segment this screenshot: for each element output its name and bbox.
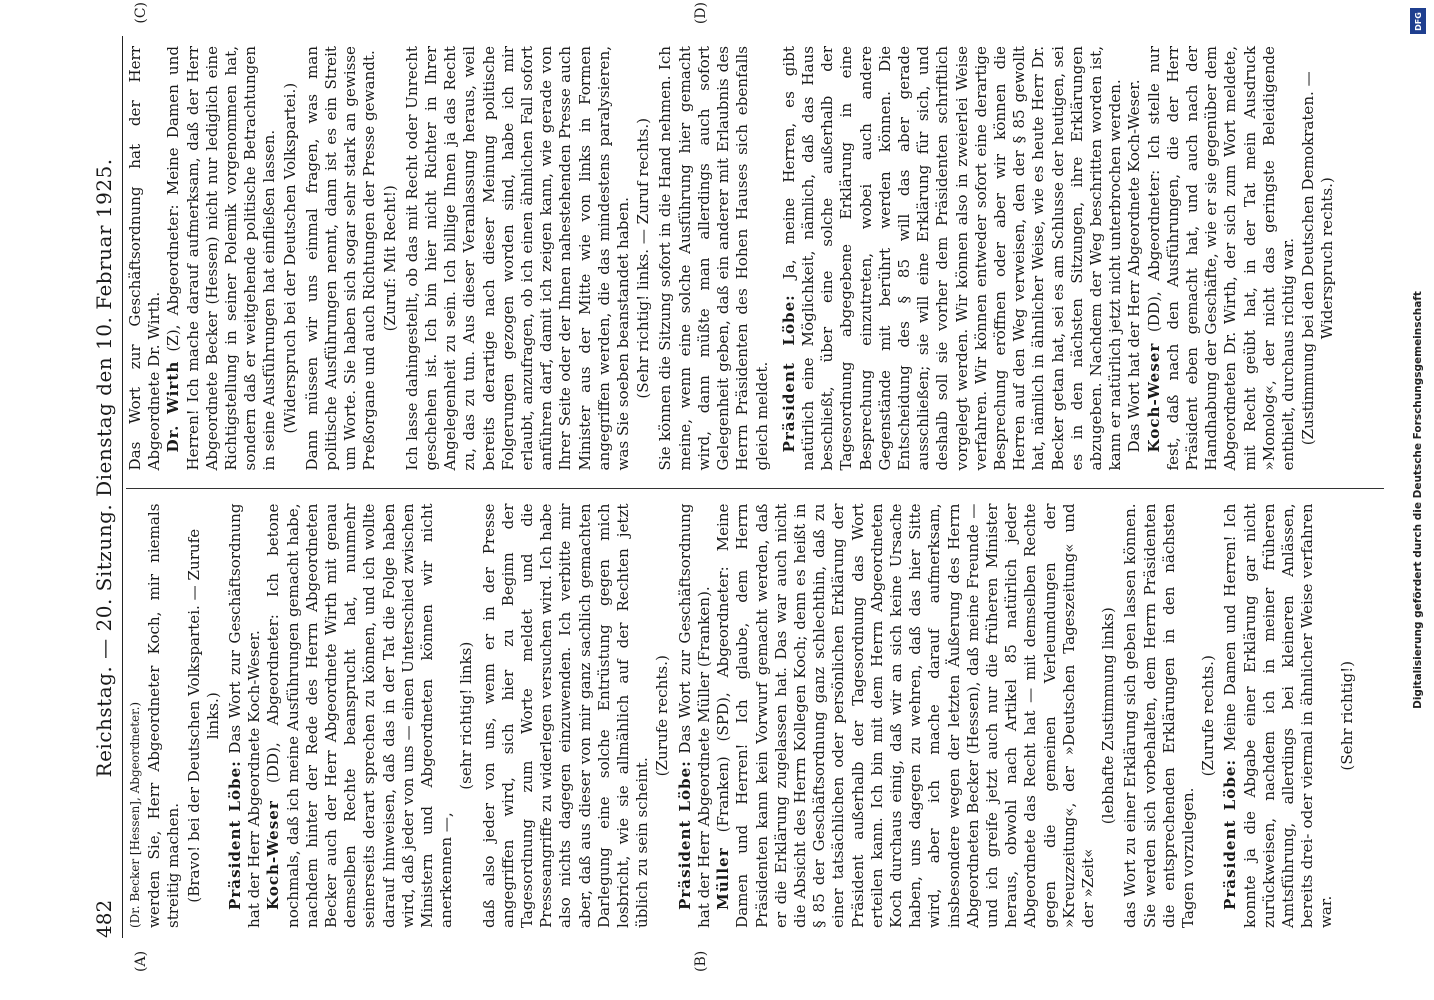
text-paragraph: Ich lasse dahingestellt, ob das mit Recht oder Unrecht geschehen ist. Ich bin hier nicht Richter in Ihrer Angelegenheit zu sein. Ich billige Ihnen ja das Recht zu, das zu tun. Aus dieser Veranlassung heraus, weil bereits derartige nach dieser Meinung politische Folgerungen gezogen worden sind, habe ich mir erlaubt, anzufragen, ob ich einen ähnlichen Fall sofort anführen darf, damit ich zeigen kann, wie gerade von Ihrer Seite oder der Ihnen nahestehenden Presse auch Minister aus der Mitte wie von links in Formen angegriffen werden, die das mindestens paralysieren, was Sie soeben beanstandet haben.	[402, 46, 633, 471]
speech-paragraph	[164, 46, 279, 471]
interjection: (lebhafte Zustimmung links)	[1099, 607, 1118, 825]
speaker-name: Präsident Löbe:	[1221, 758, 1240, 910]
page-header	[76, 36, 123, 938]
text-paragraph: (Dr. Becker [Hessen], Abgeordneter.)	[128, 701, 142, 928]
margin-marker-c: (C)	[133, 2, 149, 24]
speech-paragraph	[676, 504, 714, 929]
speech-paragraph	[1221, 504, 1336, 929]
text-paragraph: Das Wort zur Geschäftsordnung hat der Herr Abgeordnete Dr. Wirth.	[126, 46, 164, 471]
speech-text: (DD), Abgeordneter: Ich betone nochmals, daß ich meine Ausführungen gemacht habe, nachdem hinter der Rede des Herrn Abgeordneten Becker auch der Herr Abgeordnete Wirth mit genau demselben Rechte beansprucht hat, nunmehr seinerseits derart sprechen zu können, und ich wollte darauf hinweisen, daß das in der Tat die Folge haben wird, daß jeder von uns — einen Unterschied zwischen Ministern und Abgeordneten können wir nicht anerkennen —,	[264, 503, 456, 928]
speech-text: Meine Damen und Herren! Ich konnte ja die Abgabe einer Erklärung gar nicht zurückweisen, nachdem ich in meiner früheren Amtsführung, allerdings bei kleineren Anlässen, bereits drei- oder viermal in ähnlicher Weise verfahren war.	[1221, 503, 1336, 928]
interjection: (Sehr richtig!)	[1337, 660, 1356, 771]
page-title: Reichstag. — 20. Sitzung. Dienstag den 10. Februar 1925.	[92, 158, 116, 778]
interjection: (Zuruf: Mit Recht!)	[380, 185, 399, 332]
text-paragraph: Dann müssen wir uns einmal fragen, was man politische Ausführungen nennt, dann ist es ein Streit um Worte. Sie haben sich sogar sehr stark an gewisse Preßorgane und auch Richtungen der Presse gewandt.	[302, 46, 379, 471]
right-column	[126, 2, 1384, 489]
speech-paragraph	[780, 46, 1126, 471]
dfg-logo: DFG	[1410, 8, 1426, 34]
interjection: (Zurufe rechts.)	[653, 655, 672, 777]
rotated-document-page	[8, 0, 1398, 1000]
speech-paragraph	[1145, 46, 1299, 471]
speaker-name: Müller	[714, 847, 733, 910]
speech-paragraph	[226, 504, 264, 929]
speaker-name: Präsident Löbe:	[226, 760, 245, 910]
speech-paragraph	[264, 504, 456, 929]
speech-text: (DD), Abgeordneter: Ich stelle nur fest, daß nach den Ausführungen, die der Herr Präsident eben gemacht hat, und auch nach der Handhabung der Geschäfte, wie er sie gegenüber dem Abgeordneten Dr. Wirth, der sich zum Wort meldete, mit Recht geübt hat, in der Tat mein Ausdruck »Monolog«, der nicht das geringste Beleidigende enthielt, durchaus richtig war.	[1144, 46, 1297, 471]
speaker-name: Dr. Wirth	[164, 360, 183, 453]
text-paragraph: Sie können die Sitzung sofort in die Hand nehmen. Ich meine, wenn eine solche Ausführung hier gemacht wird, dann müßte man allerdings auch sofort Gelegenheit geben, daß ein anderer mit Erlaubnis des Herrn Präsidenten des Hohen Hauses sich ebenfalls gleich meldet.	[656, 46, 771, 471]
text-paragraph: das Wort zu einer Erklärung sich geben lassen können. Sie werden sich vorbehalten, dem Herrn Präsidenten die entsprechenden Erklärungen in den nächsten Tagen vorzulegen.	[1121, 503, 1197, 928]
speaker-name: Präsident Löbe:	[779, 294, 798, 453]
interjection: (Sehr richtig! links. — Zuruf rechts.)	[634, 117, 653, 399]
speech-text: Ja, meine Herren, es gibt natürlich eine Möglichkeit, nämlich, daß das Haus beschließt, über eine solche außerhalb der Tagesordnung abgegebene Erklärung in eine Besprechung einzutreten, wobei auch andere Gegenstände mit berührt werden können. Die Entscheidung des § 85 will das aber gerade ausschließen; sie will eine Erklärung für sich, und deshalb soll sie vorher dem Präsidenten schriftlich vorgelegt werden. Wir können also in zweierlei Weise verfahren. Wir können entweder sofort eine derartige Besprechung eröffnen oder aber wir können die Herren auf den Weg verweisen, den der § 85 gewollt hat, nämlich in ähnlicher Weise, wie es heute Herr Dr. Becker getan hat, sei es am Schlusse der heutigen, sei es in den nächsten Sitzungen, ihre Erklärungen abzugeben. Nachdem der Weg beschritten worden ist, kann er natürlich jetzt nicht unterbrochen werden.	[779, 46, 1125, 471]
interjection: (sehr richtig! links)	[457, 641, 476, 790]
digitization-note: Digitalisierung gefördert durch die Deutsche Forschungsgemeinschaft	[1412, 291, 1424, 709]
margin-marker-d: (D)	[693, 2, 709, 25]
speaker-name: Koch-Weser	[1144, 342, 1163, 453]
left-column	[126, 489, 1384, 972]
text-columns	[126, 2, 1384, 972]
interjection: (Widerspruch bei der Deutschen Volkspartei.)	[280, 82, 299, 434]
speech-text: Das Wort zur Geschäftsordnung hat der Herr Abgeordnete Koch-Weser.	[226, 503, 264, 928]
interjection: (Zustimmung bei den Deutschen Demokraten. — Widerspruch rechts.)	[1299, 71, 1337, 446]
page-number: 482	[92, 899, 116, 938]
text-paragraph: werden Sie, Herr Abgeordneter Koch, mir niemals streitig machen.	[145, 503, 183, 928]
interjection: (Bravo! bei der Deutschen Volkspartei. — Zurufe links.)	[184, 528, 222, 903]
paragraph-gap	[772, 46, 780, 471]
speech-text: (Z), Abgeordneter: Meine Damen und Herren! Ich mache darauf aufmerksam, daß der Herr Abgeordnete Becker (Hessen) nicht nur lediglich eine Richtigstellung in seiner Polemik vorgenommen hat, sondern daß er weitgehende politische Betrachtungen in seine Ausführungen hat einfließen lassen.	[164, 46, 279, 471]
speaker-name: Koch-Weser	[264, 800, 283, 910]
margin-marker-a: (A)	[133, 950, 149, 972]
text-paragraph: daß also jeder von uns, wenn er in der Presse angegriffen wird, sich hier zu Beginn der Tagesordnung zum Worte meldet und die Presseangriffe zu widerlegen versuchen wird. Ich habe also nichts dagegen einzuwenden. Ich verbitte mir aber, daß aus dieser von mir ganz sachlich gemachten Darlegung eine solche Entrüstung gegen mich losbricht, wie sie allmählich auf der Rechten jetzt üblich zu sein scheint.	[479, 503, 652, 928]
interjection: (Zurufe rechts.)	[1199, 655, 1218, 777]
speaker-name: Präsident Löbe:	[675, 760, 694, 910]
speech-paragraph	[714, 504, 1098, 929]
speech-text: (Franken) (SPD), Abgeordneter: Meine Damen und Herren! Ich glaube, dem Herrn Präsidenten kann kein Vorwurf gemacht werden, daß er die Erklärung zugelassen hat. Das war auch nicht die Absicht des Herrn Kollegen Koch; denn es heißt in § 85 der Geschäftsordnung ganz schlechthin, daß zu einer tatsächlichen oder persönlichen Erklärung der Präsident außerhalb der Tagesordnung das Wort erteilen kann. Ich bin mit dem Herrn Abgeordneten Koch durchaus einig, daß wir an sich keine Ursache haben, uns dagegen zu wehren, daß das hier Sitte wird, aber ich mache darauf aufmerksam, insbesondere wegen der letzten Äußerung des Herrn Abgeordneten Becker (Hessen), daß meine Freunde — und ich greife jetzt auch nur die früheren Minister heraus, obwohl nach Artikel 85 natürlich jeder Abgeordnete das Recht hat — mit demselben Rechte gegen die gemeinen Verleumdungen der »Kreuzzeitung«, der »Deutschen Tageszeitung« und der »Zeit«	[714, 503, 1097, 928]
margin-marker-b: (B)	[693, 950, 709, 972]
text-paragraph: Das Wort hat der Herr Abgeordnete Koch-Weser.	[1125, 79, 1144, 453]
speech-text: Das Wort zur Geschäftsordnung hat der Herr Abgeordnete Müller (Franken).	[675, 503, 713, 928]
